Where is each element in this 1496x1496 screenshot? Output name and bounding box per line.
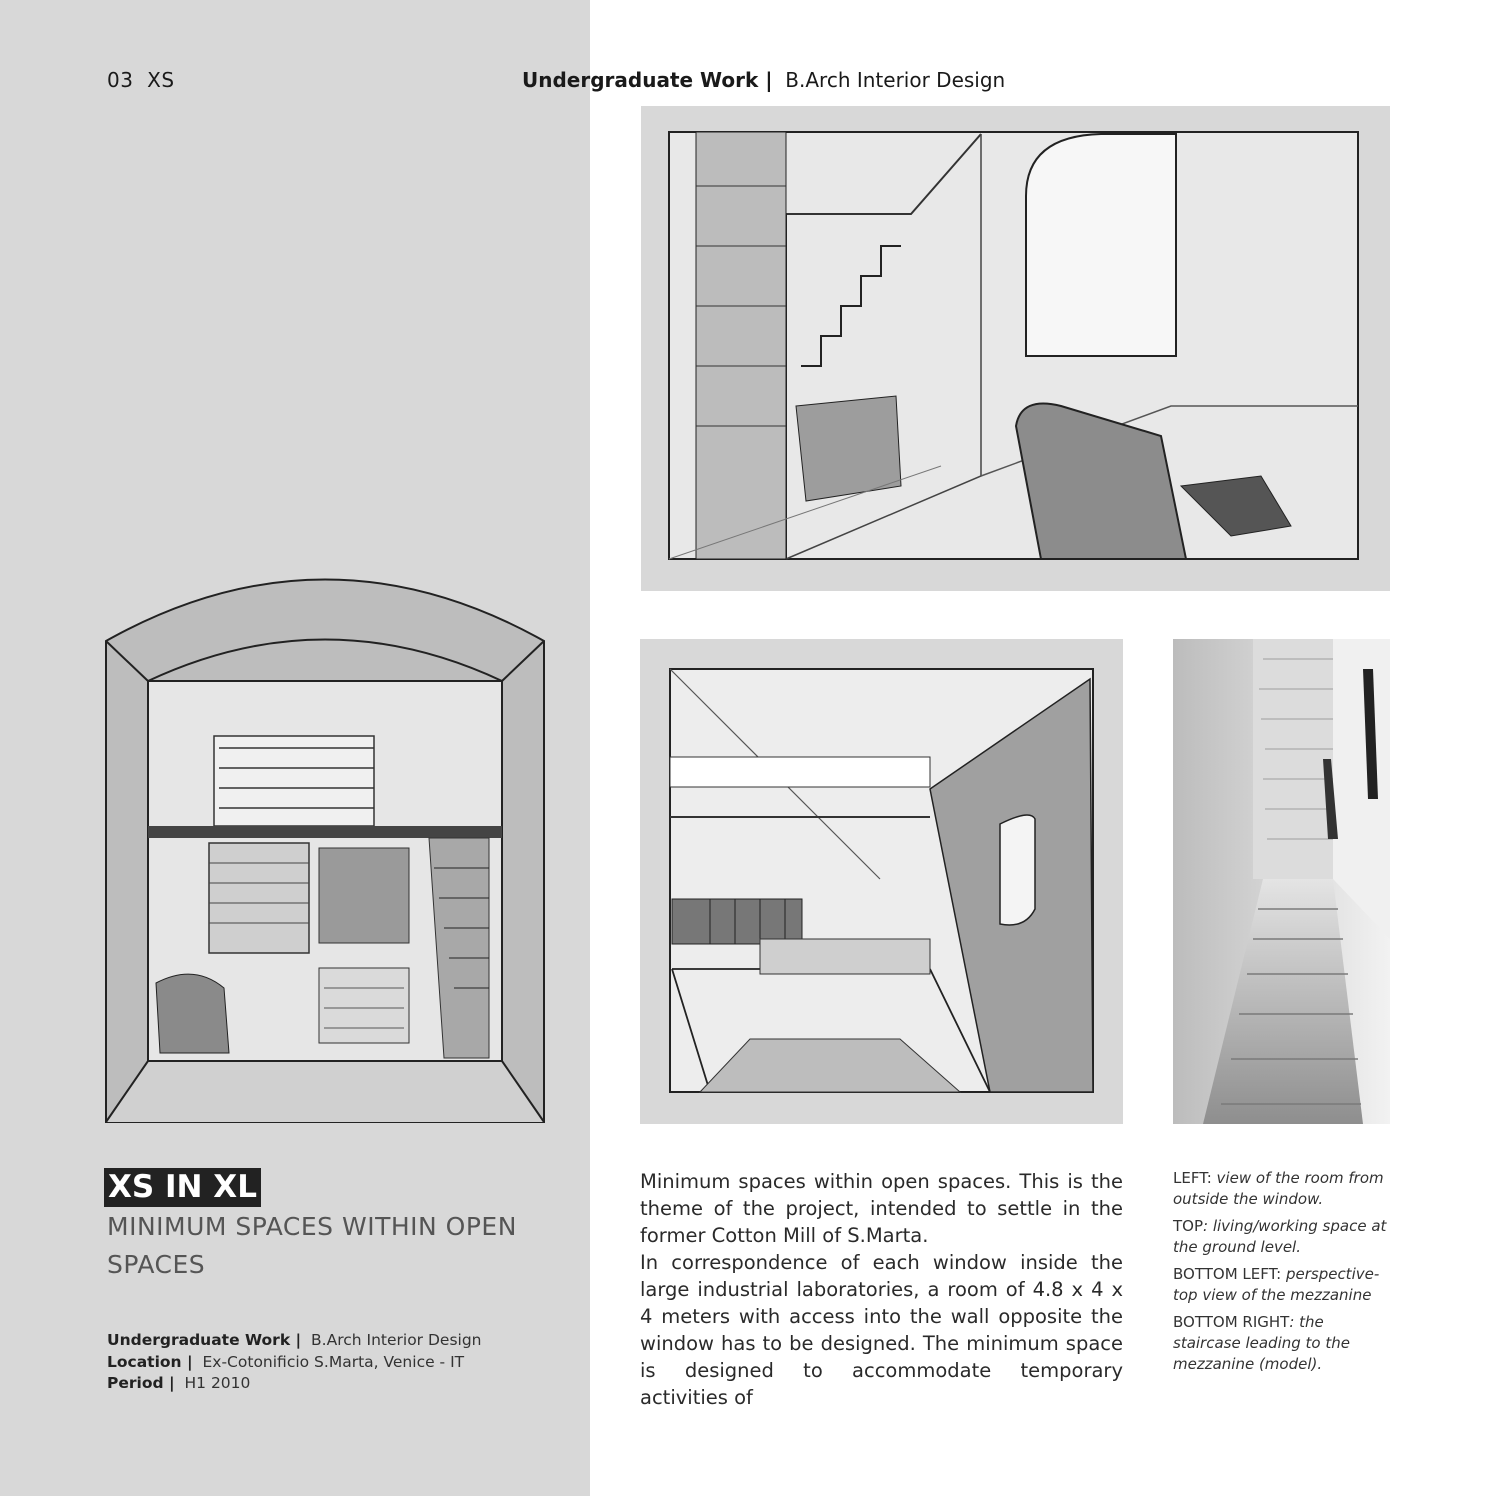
- caption-bottom-right: BOTTOM RIGHT: the staircase leading to the mezzanine (model).: [1173, 1313, 1350, 1373]
- meta-work-label: Undergraduate Work |: [107, 1331, 302, 1349]
- page-number: 03: [107, 68, 134, 92]
- meta-location-label: Location |: [107, 1352, 193, 1371]
- caption-top: TOP: living/working space at the ground level.: [1173, 1217, 1387, 1256]
- bottom-left-sketch-panel: [640, 639, 1123, 1124]
- meta-period-value: H1 2010: [184, 1374, 251, 1392]
- meta-work-value: B.Arch Interior Design: [311, 1331, 482, 1349]
- caption-left: LEFT: view of the room from outside the window.: [1173, 1169, 1384, 1208]
- project-title: XS IN XL: [104, 1168, 261, 1207]
- meta-work-row: [107, 1330, 482, 1352]
- project-meta: [107, 1330, 482, 1395]
- meta-location-row: [107, 1352, 482, 1374]
- staircase-photo-panel: [1173, 639, 1390, 1124]
- staircase-model-photo-svg: [1173, 639, 1390, 1124]
- arch-room-sketch-svg: [104, 558, 546, 1124]
- page-number-header: [107, 68, 175, 92]
- section-code: XS: [147, 68, 175, 92]
- top-sketch-panel: [641, 106, 1390, 591]
- header-program: B.Arch Interior Design: [785, 68, 1006, 92]
- meta-location-value: Ex-Cotonificio S.Marta, Venice - IT: [202, 1352, 465, 1371]
- mezzanine-sketch-svg: [640, 639, 1123, 1124]
- header-category: Undergraduate Work |: [522, 68, 773, 92]
- caption-bottom-left: BOTTOM LEFT: perspective-top view of the mezzanine: [1173, 1265, 1380, 1304]
- living-space-sketch-svg: [641, 106, 1390, 591]
- arch-room-drawing: [104, 558, 546, 1124]
- project-subtitle: MINIMUM SPACES WITHIN OPEN SPACES: [107, 1212, 517, 1279]
- meta-period-label: Period |: [107, 1374, 175, 1392]
- description-paragraph-2: In correspondence of each window inside the large industrial laboratories, a room of 4.8 x 4 x 4 meters with access into the wall opposite the window has to be designed. The minimum space is designed to accommodate temporary activities of: [640, 1251, 1123, 1409]
- running-header: [522, 68, 1005, 92]
- project-description: [640, 1168, 1123, 1411]
- description-paragraph-1: Minimum spaces within open spaces. This is the theme of the project, intended to settle in the former Cotton Mill of S.Marta.: [640, 1170, 1123, 1247]
- meta-period-row: [107, 1373, 482, 1395]
- figure-captions: [1173, 1168, 1393, 1381]
